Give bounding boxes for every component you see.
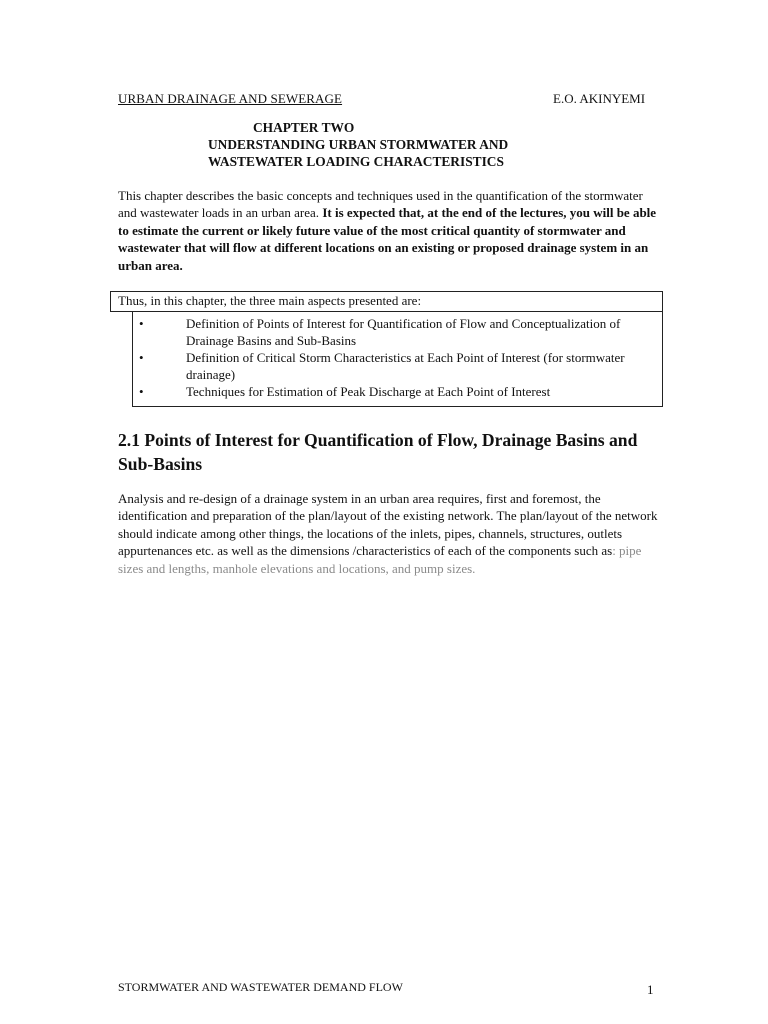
bullet-icon: • <box>139 350 144 365</box>
aspects-list <box>132 312 663 407</box>
chapter-number: CHAPTER TWO <box>253 120 355 135</box>
running-footer-title: STORMWATER AND WASTEWATER DEMAND FLOW <box>118 980 403 994</box>
list-item <box>133 349 662 383</box>
running-header-author: E.O. AKINYEMI <box>553 91 646 106</box>
intro-bold-text: It is expected that, at the end of the lectures, you will be able to estimate the current or likely future value of the most critical quantity of stormwater and wastewater that will flow at different locations on an existing or proposed drainage system in an urban area. <box>118 205 657 273</box>
list-item-text: Definition of Points of Interest for Quantification of Flow and Conceptualization of Drainage Basins and Sub-Basins <box>186 316 621 348</box>
list-item <box>133 315 662 349</box>
list-item-text: Definition of Critical Storm Characteristics at Each Point of Interest (for stormwater drainage) <box>186 350 625 382</box>
section-body-paragraph <box>118 490 658 577</box>
chapter-title-line-1: UNDERSTANDING URBAN STORMWATER AND <box>208 137 509 152</box>
aspects-heading-box: Thus, in this chapter, the three main aspects presented are: <box>110 291 663 312</box>
section-body-text: Analysis and re-design of a drainage system in an urban area requires, first and foremost, the identification and preparation of the plan/layout of the existing network. The plan/layout of the network should indicate among other things, the locations of the inlets, pipes, channels, structures, outlets appurtenances etc. as well as the dimensions /characteristics of each of the components such as <box>118 491 658 559</box>
bullet-icon: • <box>139 316 144 331</box>
section-body-muted-text: : pipe sizes and lengths, manhole elevations and locations, and pump sizes. <box>118 543 642 576</box>
list-item <box>133 383 662 400</box>
page-number: 1 <box>647 982 654 997</box>
chapter-heading <box>208 119 628 170</box>
chapter-title-line-2: WASTEWATER LOADING CHARACTERISTICS <box>208 154 504 169</box>
running-header-title: URBAN DRAINAGE AND SEWERAGE <box>118 91 343 106</box>
bullet-icon: • <box>139 384 144 399</box>
list-item-text: Techniques for Estimation of Peak Discharge at Each Point of Interest <box>186 384 551 399</box>
section-title: 2.1 Points of Interest for Quantification of Flow, Drainage Basins and Sub-Basins <box>118 430 638 474</box>
intro-paragraph <box>118 187 658 274</box>
intro-plain-text: This chapter describes the basic concepts and techniques used in the quantification of the stormwater and wastewater loads in an urban area. <box>118 188 643 221</box>
